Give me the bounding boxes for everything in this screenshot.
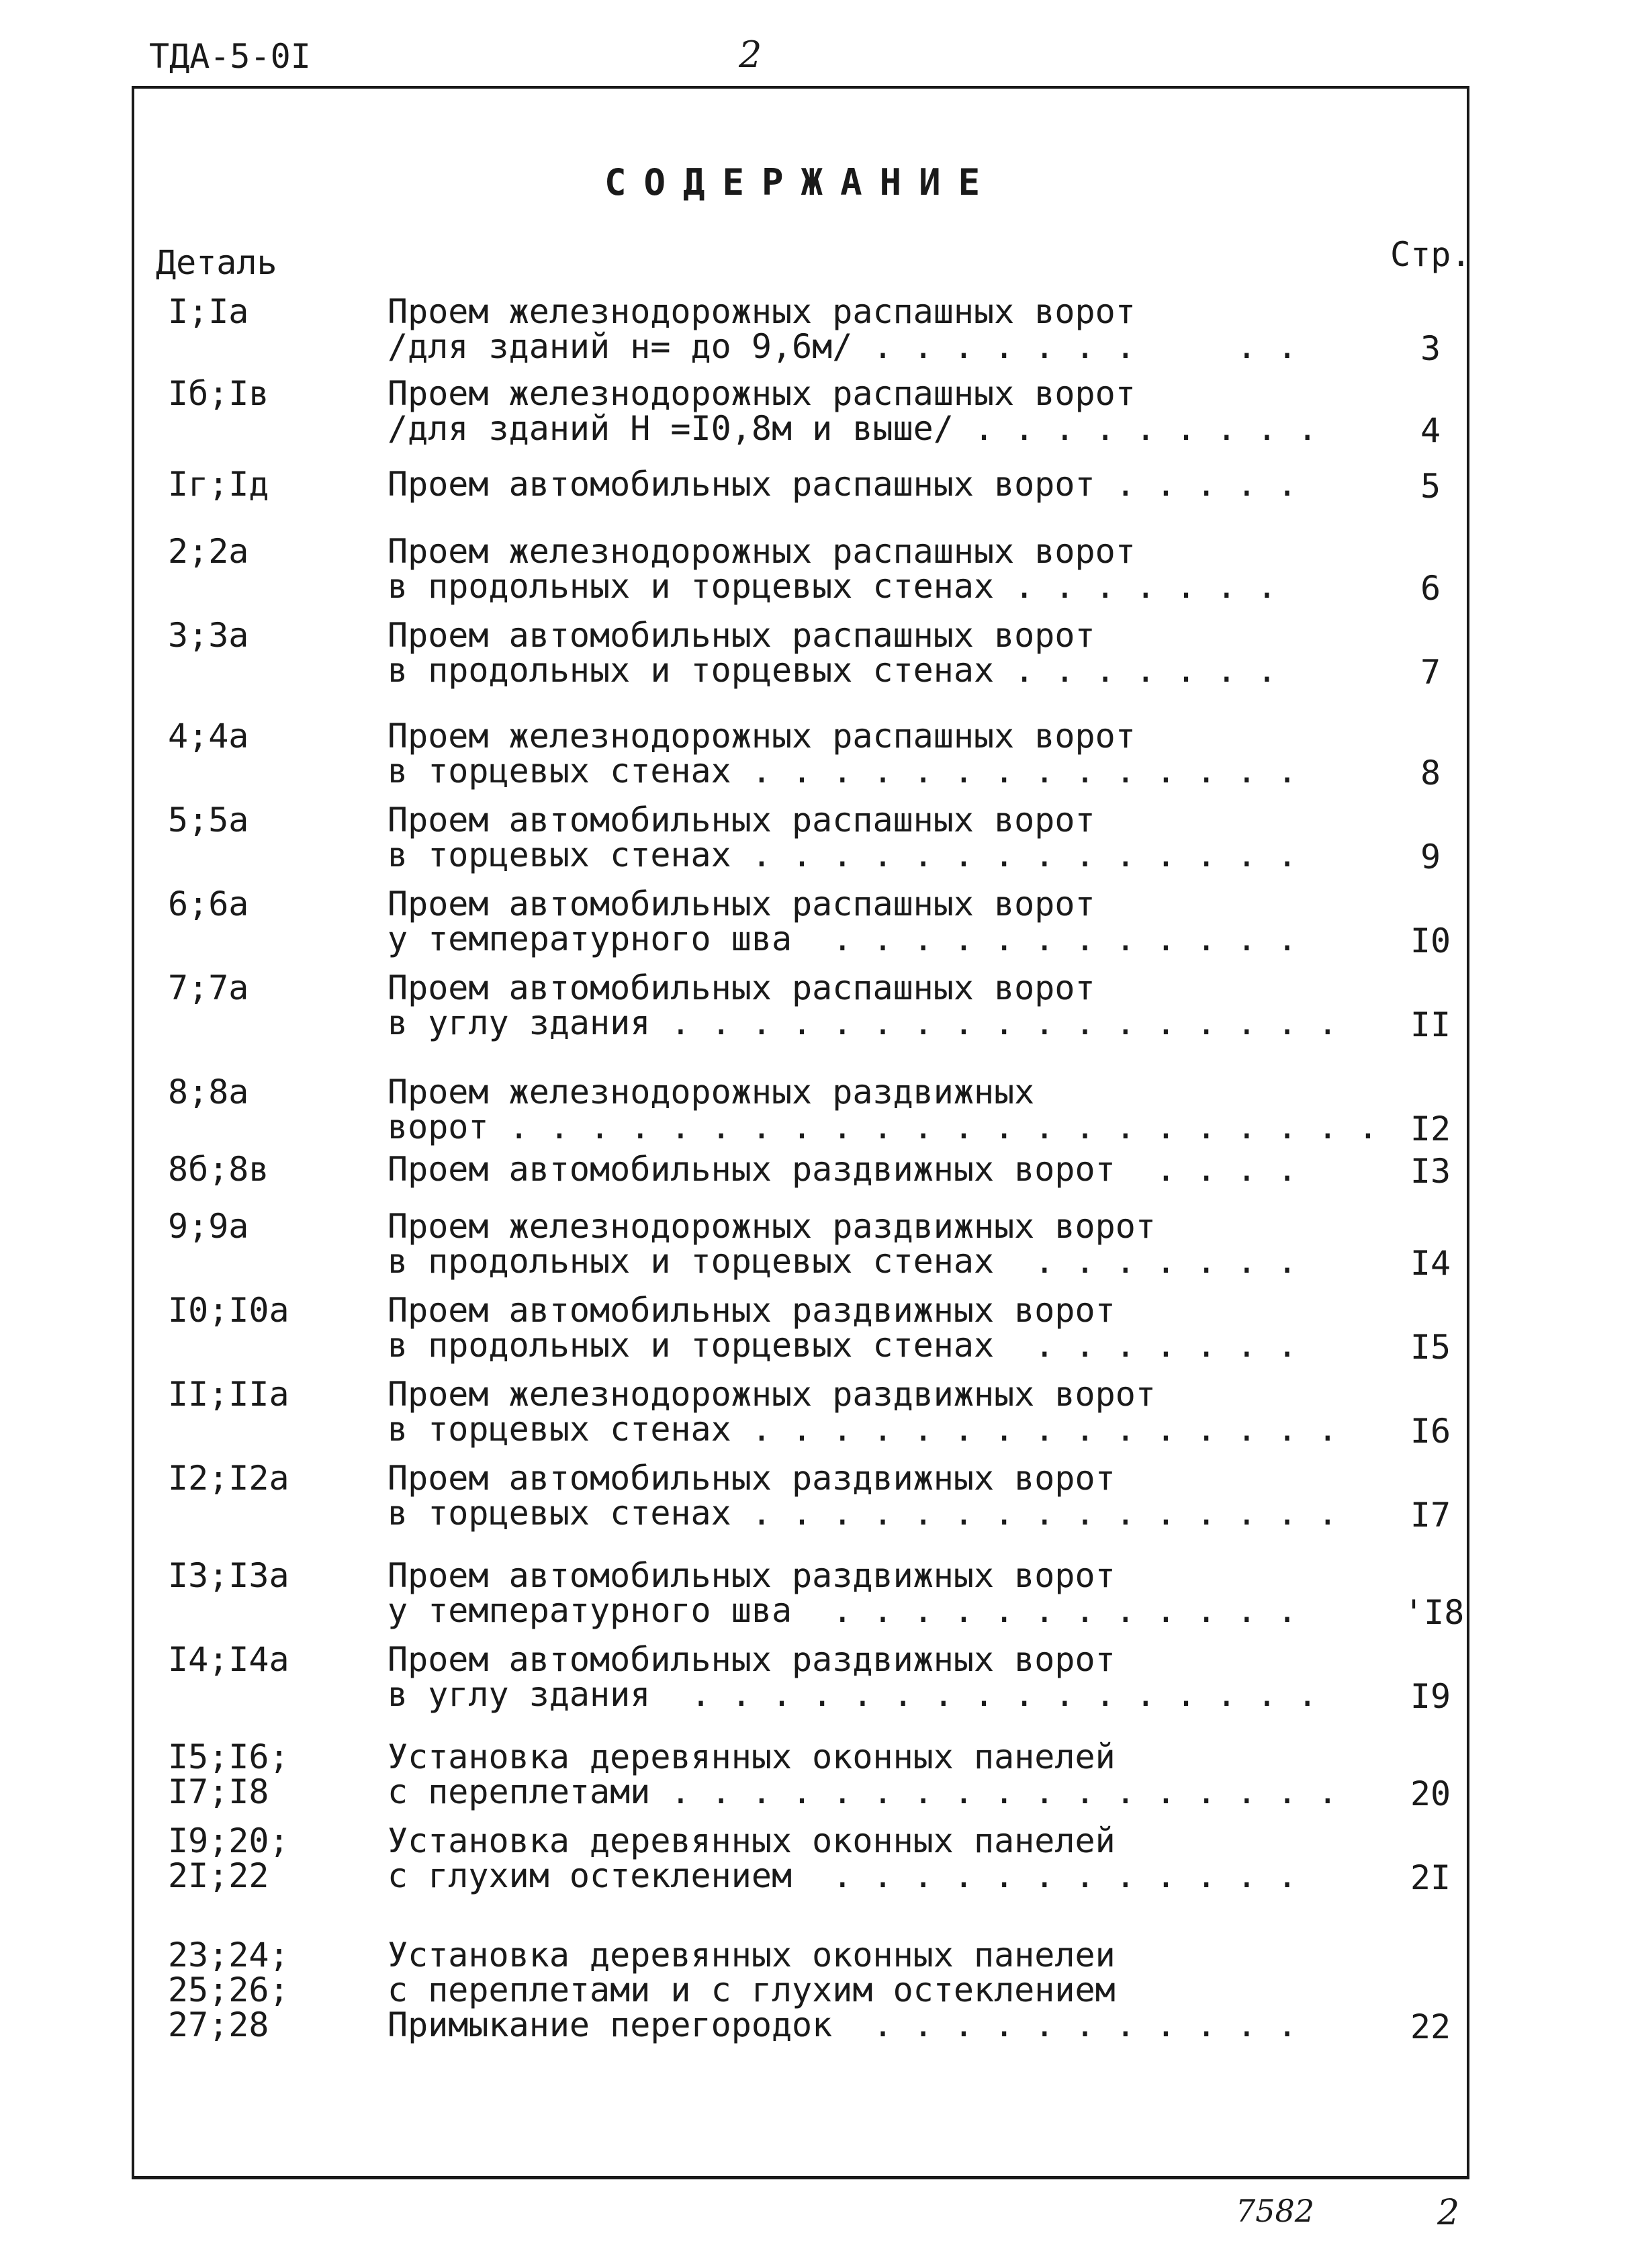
toc-entry-description (388, 1377, 1338, 1447)
toc-entry-line: Проем автомобильных распашных ворот (388, 616, 1095, 655)
toc-entry-detail: I3;I3а (168, 1556, 289, 1595)
toc-entry-detail: II;IIа (168, 1375, 289, 1414)
toc-entry-line: Установка деревянных оконных панелей (388, 1821, 1116, 1860)
toc-entry-line: Проем железнодорожных распашных ворот (388, 292, 1136, 331)
toc-entry-detail: I0;I0а (168, 1291, 289, 1330)
toc-entry-line: ворот . . . . . . . . . . . . . . . . . . . . . . (388, 1107, 1379, 1146)
toc-entry-line: в продольных и торцевых стенах . . . . . . . (388, 1326, 1298, 1365)
toc-entry-line: Установка деревянных оконных панелей (388, 1737, 1116, 1776)
toc-entry-page: I3 (1410, 1152, 1451, 1191)
toc-entry-description (388, 1209, 1298, 1279)
toc-entry-line: в углу здания . . . . . . . . . . . . . . . . (388, 1675, 1318, 1714)
toc-entry-description (388, 884, 1298, 958)
toc-entry-line: /для зданий н= до 9,6м/ . . . . . . . . . (388, 327, 1298, 366)
toc-entry-description (388, 1739, 1338, 1809)
toc-entry-line: Проем железнодорожных раздвижных ворот (388, 1207, 1156, 1246)
toc-entry-detail: I9;20; 2I;22 (168, 1821, 289, 1895)
toc-entry-line: с переплетами . . . . . . . . . . . . . . . . . (388, 1772, 1338, 1811)
toc-entry-description (388, 1293, 1298, 1363)
toc-entry-page: 20 (1410, 1774, 1451, 1813)
toc-entry-description (388, 1461, 1338, 1531)
toc-entry-detail: 3;3а (168, 616, 249, 655)
toc-entry-line: в продольных и торцевых стенах . . . . . . . (388, 651, 1277, 690)
toc-entry-detail: 8;8а (168, 1073, 249, 1112)
toc-entry-line: Проем автомобильных раздвижных ворот (388, 1459, 1116, 1498)
toc-entry-line: Установка деревянных оконных панелеи (388, 1936, 1116, 1975)
toc-entry-line: Примыкание перегородок . . . . . . . . . . . (388, 2005, 1298, 2044)
page-number: 2 (739, 34, 762, 76)
column-header-detail: Деталь (156, 243, 277, 282)
toc-entry-line: в продольных и торцевых стенах . . . . . . . (388, 567, 1277, 606)
toc-entry-line: Проем автомобильных распашных ворот (388, 968, 1095, 1007)
toc-entry-page: 22 (1410, 2007, 1451, 2046)
toc-entry-description (388, 970, 1338, 1040)
toc-entry-page: 8 (1420, 754, 1441, 792)
toc-entry-description (388, 1075, 1378, 1144)
toc-entry-line: Проем автомобильных раздвижных ворот . . . . (388, 1150, 1298, 1189)
column-header-page: Стр. (1390, 235, 1471, 274)
toc-entry-description (388, 294, 1298, 364)
toc-entry-description (388, 1558, 1298, 1628)
toc-entry-description (388, 534, 1277, 604)
toc-entry-description (388, 618, 1277, 688)
toc-entry-line: Проем автомобильных раздвижных ворот (388, 1640, 1116, 1679)
toc-entry-line: Проем автомобильных распашных ворот (388, 884, 1095, 923)
toc-entry-description (388, 803, 1298, 872)
toc-entry-line: в торцевых стенах . . . . . . . . . . . . . . . (388, 1410, 1338, 1449)
toc-entry-page: 6 (1420, 569, 1441, 608)
toc-entry-detail: I2;I2а (168, 1459, 289, 1498)
toc-entry-line: Проем автомобильных распашных ворот . . . . . (388, 465, 1298, 504)
toc-entry-page: I6 (1410, 1412, 1451, 1451)
toc-entry-page: I2 (1410, 1109, 1451, 1148)
toc-entry-page: 2I (1410, 1858, 1451, 1897)
document-code: ТДА-5-0I (149, 37, 311, 76)
toc-entry-detail: I;Iа (168, 292, 249, 331)
toc-entry-line: Проем железнодорожных раздвижных (388, 1073, 1035, 1112)
toc-entry-line: в продольных и торцевых стенах . . . . . . . (388, 1242, 1298, 1281)
toc-entry-detail: I4;I4а (168, 1640, 289, 1679)
toc-entry-page: I4 (1410, 1244, 1451, 1283)
toc-entry-page: I0 (1410, 921, 1451, 960)
toc-entry-page: I5 (1410, 1328, 1451, 1367)
toc-entry-line: в торцевых стенах . . . . . . . . . . . . . . . (388, 1494, 1338, 1533)
toc-entry-detail: 9;9а (168, 1207, 249, 1246)
toc-entry-description (388, 719, 1298, 788)
toc-entry-page: 3 (1420, 329, 1441, 368)
toc-entry-line: у температурного шва . . . . . . . . . . . . (388, 919, 1298, 958)
toc-entry-line: с глухим остеклением . . . . . . . . . . . . (388, 1856, 1298, 1895)
toc-entry-description (388, 1938, 1298, 2042)
toc-entry-description (388, 1823, 1298, 1893)
toc-entry-page: I7 (1410, 1496, 1451, 1535)
footer-code: 7582 (1236, 2193, 1315, 2229)
toc-entry-detail: 23;24; 25;26; 27;28 (168, 1936, 289, 2044)
toc-entry-description (388, 1152, 1298, 1187)
toc-entry-description (388, 1642, 1318, 1712)
toc-entry-detail: 4;4а (168, 717, 249, 756)
toc-entry-line: в торцевых стенах . . . . . . . . . . . . . . (388, 835, 1298, 874)
page-title: СОДЕРЖАНИЕ (604, 161, 998, 203)
toc-entry-line: в углу здания . . . . . . . . . . . . . . . . . (388, 1003, 1338, 1042)
toc-entry-detail: Iг;Iд (168, 465, 269, 504)
toc-entry-line: с переплетами и с глухим остеклением (388, 1970, 1116, 2009)
toc-entry-detail: 5;5а (168, 801, 249, 840)
toc-entry-page: 'I8 (1404, 1593, 1465, 1632)
toc-entry-line: Проем автомобильных распашных ворот (388, 801, 1095, 840)
toc-entry-line: Проем автомобильных раздвижных ворот (388, 1556, 1116, 1595)
toc-entry-line: Проем железнодорожных распашных ворот (388, 532, 1136, 571)
toc-entry-description (388, 467, 1298, 502)
toc-entry-page: 9 (1420, 837, 1441, 876)
toc-entry-page: II (1410, 1005, 1451, 1044)
toc-entry-line: Проем железнодорожных раздвижных ворот (388, 1375, 1156, 1414)
toc-entry-detail: 7;7а (168, 968, 249, 1007)
toc-entry-description (388, 376, 1318, 446)
toc-entry-page: I9 (1410, 1677, 1451, 1716)
toc-entry-page: 7 (1420, 653, 1441, 692)
toc-entry-line: у температурного шва . . . . . . . . . . . . (388, 1591, 1298, 1630)
toc-entry-page: 5 (1420, 467, 1441, 506)
toc-entry-line: Проем автомобильных раздвижных ворот (388, 1291, 1116, 1330)
toc-entry-line: Проем железнодорожных распашных ворот (388, 717, 1136, 756)
toc-entry-line: в торцевых стенах . . . . . . . . . . . . . . (388, 752, 1298, 790)
toc-entry-line: Проем железнодорожных распашных ворот (388, 374, 1136, 413)
toc-entry-page: 4 (1420, 411, 1441, 450)
toc-entry-detail: Iб;Iв (168, 374, 269, 413)
toc-entry-detail: I5;I6; I7;I8 (168, 1737, 289, 1811)
toc-entry-detail: 8б;8в (168, 1150, 269, 1189)
toc-entry-line: /для зданий Н =I0,8м и выше/ . . . . . . . . . (388, 409, 1318, 448)
toc-entry-detail: 2;2а (168, 532, 249, 571)
footer-page-number: 2 (1437, 2193, 1460, 2233)
toc-entry-detail: 6;6а (168, 884, 249, 923)
